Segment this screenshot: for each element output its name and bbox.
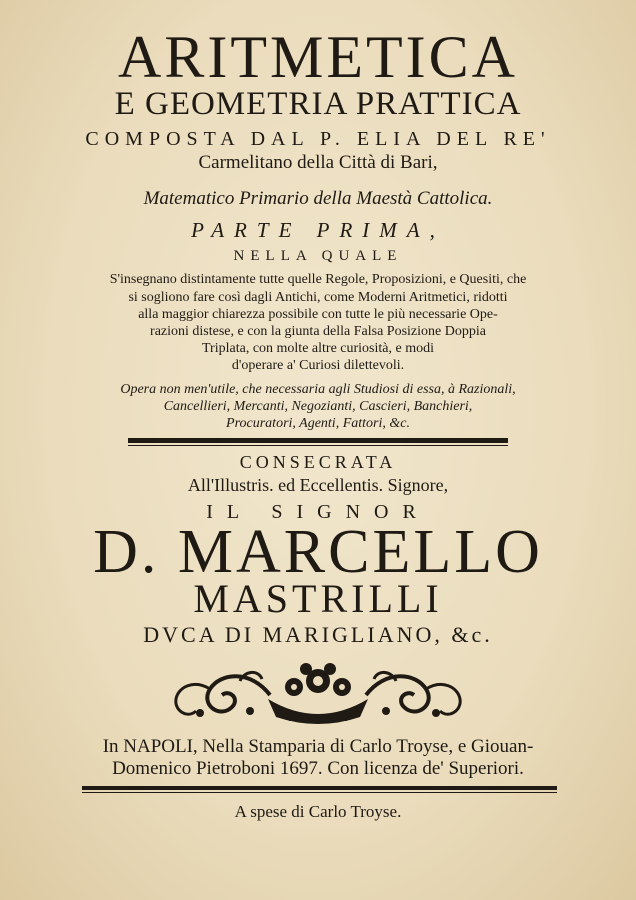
divider-rule	[128, 438, 508, 443]
audience-line: Opera non men'utile, che necessaria agli Studiosi di essa, à Razionali,	[120, 382, 516, 397]
description-line: Triplata, con molte altre curiosità, e modi	[202, 341, 434, 356]
bottom-rule	[82, 786, 557, 790]
divider-rule-thin	[128, 445, 508, 446]
bottom-rule-thin	[82, 792, 557, 793]
description-line: S'insegnano distintamente tutte quelle Regole, Proposizioni, e Quesiti, che	[109, 272, 527, 287]
dedicatee-title: DVCA DI MARIGLIANO, &c.	[143, 622, 493, 647]
audience-line: Procuratori, Agenti, Fattori, &c.	[226, 416, 410, 431]
description-line: d'operare a' Curiosi dilettevoli.	[231, 358, 405, 373]
description-line: alla maggior chiarezza possibile con tutte le più necessarie Ope-	[138, 307, 498, 322]
description-line: si sogliono fare così dagli Antichi, come Moderni Aritmetici, ridotti	[128, 290, 508, 305]
author-origin: Carmelitano della Città di Bari,	[198, 152, 438, 173]
author-line: COMPOSTA DAL P. ELIA DEL RE'	[85, 128, 551, 150]
il-signor: IL SIGNOR	[206, 501, 430, 523]
part-heading: PARTE PRIMA,	[191, 218, 445, 242]
dedicatee-surname: MASTRILLI	[193, 576, 443, 621]
description-line: razioni distese, e con la giunta della Falsa Posizione Doppia	[150, 324, 486, 339]
audience-line: Cancellieri, Mercanti, Negozianti, Cascieri, Banchieri,	[163, 399, 473, 414]
dedication-word: CONSECRATA	[239, 452, 397, 472]
floral-basket-ornament-icon	[170, 659, 466, 727]
imprint-line: Domenico Pietroboni 1697. Con licenza de' Superiori.	[112, 758, 524, 779]
dedicatee-name: D. MARCELLO	[93, 518, 543, 586]
book-subtitle: E GEOMETRIA PRATTICA	[114, 86, 522, 122]
author-role: Matematico Primario della Maestà Cattolica.	[143, 188, 493, 209]
nella-quale: NELLA QUALE	[233, 248, 403, 264]
dedication-to: All'Illustris. ed Eccellentis. Signore,	[187, 475, 449, 495]
imprint-line: In NAPOLI, Nella Stamparia di Carlo Troyse, e Giouan-	[102, 736, 534, 757]
book-title: ARITMETICA	[118, 24, 518, 90]
publisher-footer: A spese di Carlo Troyse.	[234, 802, 402, 821]
